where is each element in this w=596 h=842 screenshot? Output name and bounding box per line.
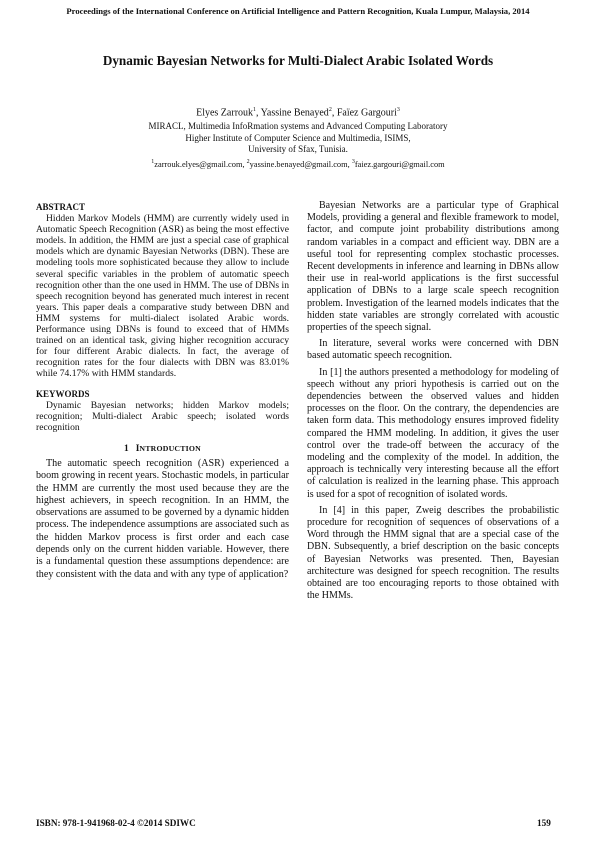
footer-isbn: ISBN: 978-1-941968-02-4 ©2014 SDIWC xyxy=(36,818,196,828)
section-heading-introduction xyxy=(36,443,289,455)
page-number: 159 xyxy=(537,818,551,828)
section-title-rest: NTRODUCTION xyxy=(139,443,201,453)
affiliation-institute: Higher Institute of Computer Science and Multimedia, ISIMS, xyxy=(185,132,411,143)
email-1: zarrouk.elyes@gmail.com, xyxy=(154,159,247,169)
body-paragraph-2: In literature, several works were concerned with DBN based automatic speech recognition. xyxy=(307,338,559,362)
author-names xyxy=(0,105,596,119)
author-1: Elyes Zarrouk xyxy=(196,107,254,119)
introduction-paragraph-1: The automatic speech recognition (ASR) experienced a boom growing in recent years. Stochastic models, in particular the HMM are currently the most used because they are the highest achievers, in speech recognition. In an HMM, the observations are assumed to be governed by a dynamic hidden process. The independence assumptions are associated such as the hidden Markov process is first order and each case depends only on the current hidden variable. However, there is a fundamental question these assumptions dependence: are they consistent with the data and with any type of application? xyxy=(36,457,289,580)
email-2: yassine.benayed@gmail.com, xyxy=(249,159,352,169)
body-paragraph-4: In [4] in this paper, Zweig describes the probabilistic procedure for recognition of sequences of observations of a Word through the HMM signal that are a special case of the DBN. Subsequently, a brief description on the basic concepts of Bayesian Networks was presented. Then, Bayesian architecture was designed for speech recognition. The results obtained are too encouraging reports to those obtained with the HMMs. xyxy=(307,504,559,602)
abstract-text: Hidden Markov Models (HMM) are currently widely used in Automatic Speech Recognition (ASR) as being the most effective models. In addition, the HMM are just a special case of graphical models which are dynamic Bayesian Networks (DBN). These are modeling tools more sophisticated because they allow to include several specific variables in the problem of automatic speech recognition other than the one used in HMM. The use of DBNs in speech recognition beyond has generated much interest in recent years. This paper deals a comparative study between DBN and HMM systems for multi-dialect isolated Arabic words. Performance using DBNs is found to exceed that of HMMs trained on an identical task, giving higher recognition accuracy for four different Arabic dialects. In fact, the average of recognition rates for the four dialects with DBN was 83.01% while 74.17% with HMM standards. xyxy=(36,213,289,380)
author-3-mark: 3 xyxy=(396,107,400,113)
author-1-mark: 1 xyxy=(253,107,257,113)
affiliation-lab: MIRACL, Multimedia InfoRmation systems and Advanced Computing Laboratory xyxy=(148,120,448,131)
paper-title: Dynamic Bayesian Networks for Multi-Dialect Arabic Isolated Words xyxy=(102,53,494,68)
author-3: , Faïez Gargouri xyxy=(331,107,397,119)
abstract-heading: ABSTRACT xyxy=(36,202,86,212)
author-2-mark: 2 xyxy=(328,107,332,113)
affiliation-university: University of Sfax, Tunisia. xyxy=(248,144,348,155)
keywords-heading: KEYWORDS xyxy=(36,388,90,399)
keywords-block xyxy=(36,389,289,433)
left-column xyxy=(36,202,289,581)
author-emails xyxy=(0,157,596,170)
author-2: , Yassine Benayed xyxy=(256,107,329,119)
email-3: faiez.gargouri@gmail.com xyxy=(354,159,445,169)
keywords-text: Dynamic Bayesian networks; hidden Markov models; recognition; Multi-dialect Arabic speech; isolated words recognition xyxy=(36,399,289,433)
body-paragraph-3: In [1] the authors presented a methodology for modeling of speech without any priori hypothesis is carried out on the dependencies between the observed values and hidden processes on the floor. On the contrary, the dependencies are taken form data. This methodology ensures improved fidelity compared the HMM modeling. In addition, it gives the user control over the trade-off between the accuracy of the modeling and the complexity of the model. In addition, the approach is technically very interesting because all the effort of calculation is realized in the learning phase. This approach is used for a spot of recognition of isolated words. xyxy=(307,366,559,500)
email-3-mark: 3 xyxy=(351,158,355,165)
right-column xyxy=(307,200,559,607)
section-title-initial: I xyxy=(135,443,140,454)
introduction-body xyxy=(36,458,289,581)
email-1-mark: 1 xyxy=(151,158,155,165)
email-2-mark: 2 xyxy=(246,158,250,165)
section-number: 1 xyxy=(124,443,129,454)
author-block xyxy=(0,105,596,170)
proceedings-header: Proceedings of the International Conference on Artificial Intelligence and Pattern Recognition, Kuala Lumpur, Malaysia, 2014 xyxy=(66,6,530,16)
body-paragraph-1: Bayesian Networks are a particular type of Graphical Models, providing a general and flexible framework to model, factor, and compute joint probability distributions among random variables in a compact and efficient way. DBN are a useful tool for representing complex stochastic processes. Recent developments in inference and learning in DBNs allow their use in real-world applications is the first successful application of DBNs to a large scale speech recognition problem. Investigation of the learned models indicates that the hidden state variables are strongly correlated with acoustic properties of the speech signal. xyxy=(307,200,559,334)
